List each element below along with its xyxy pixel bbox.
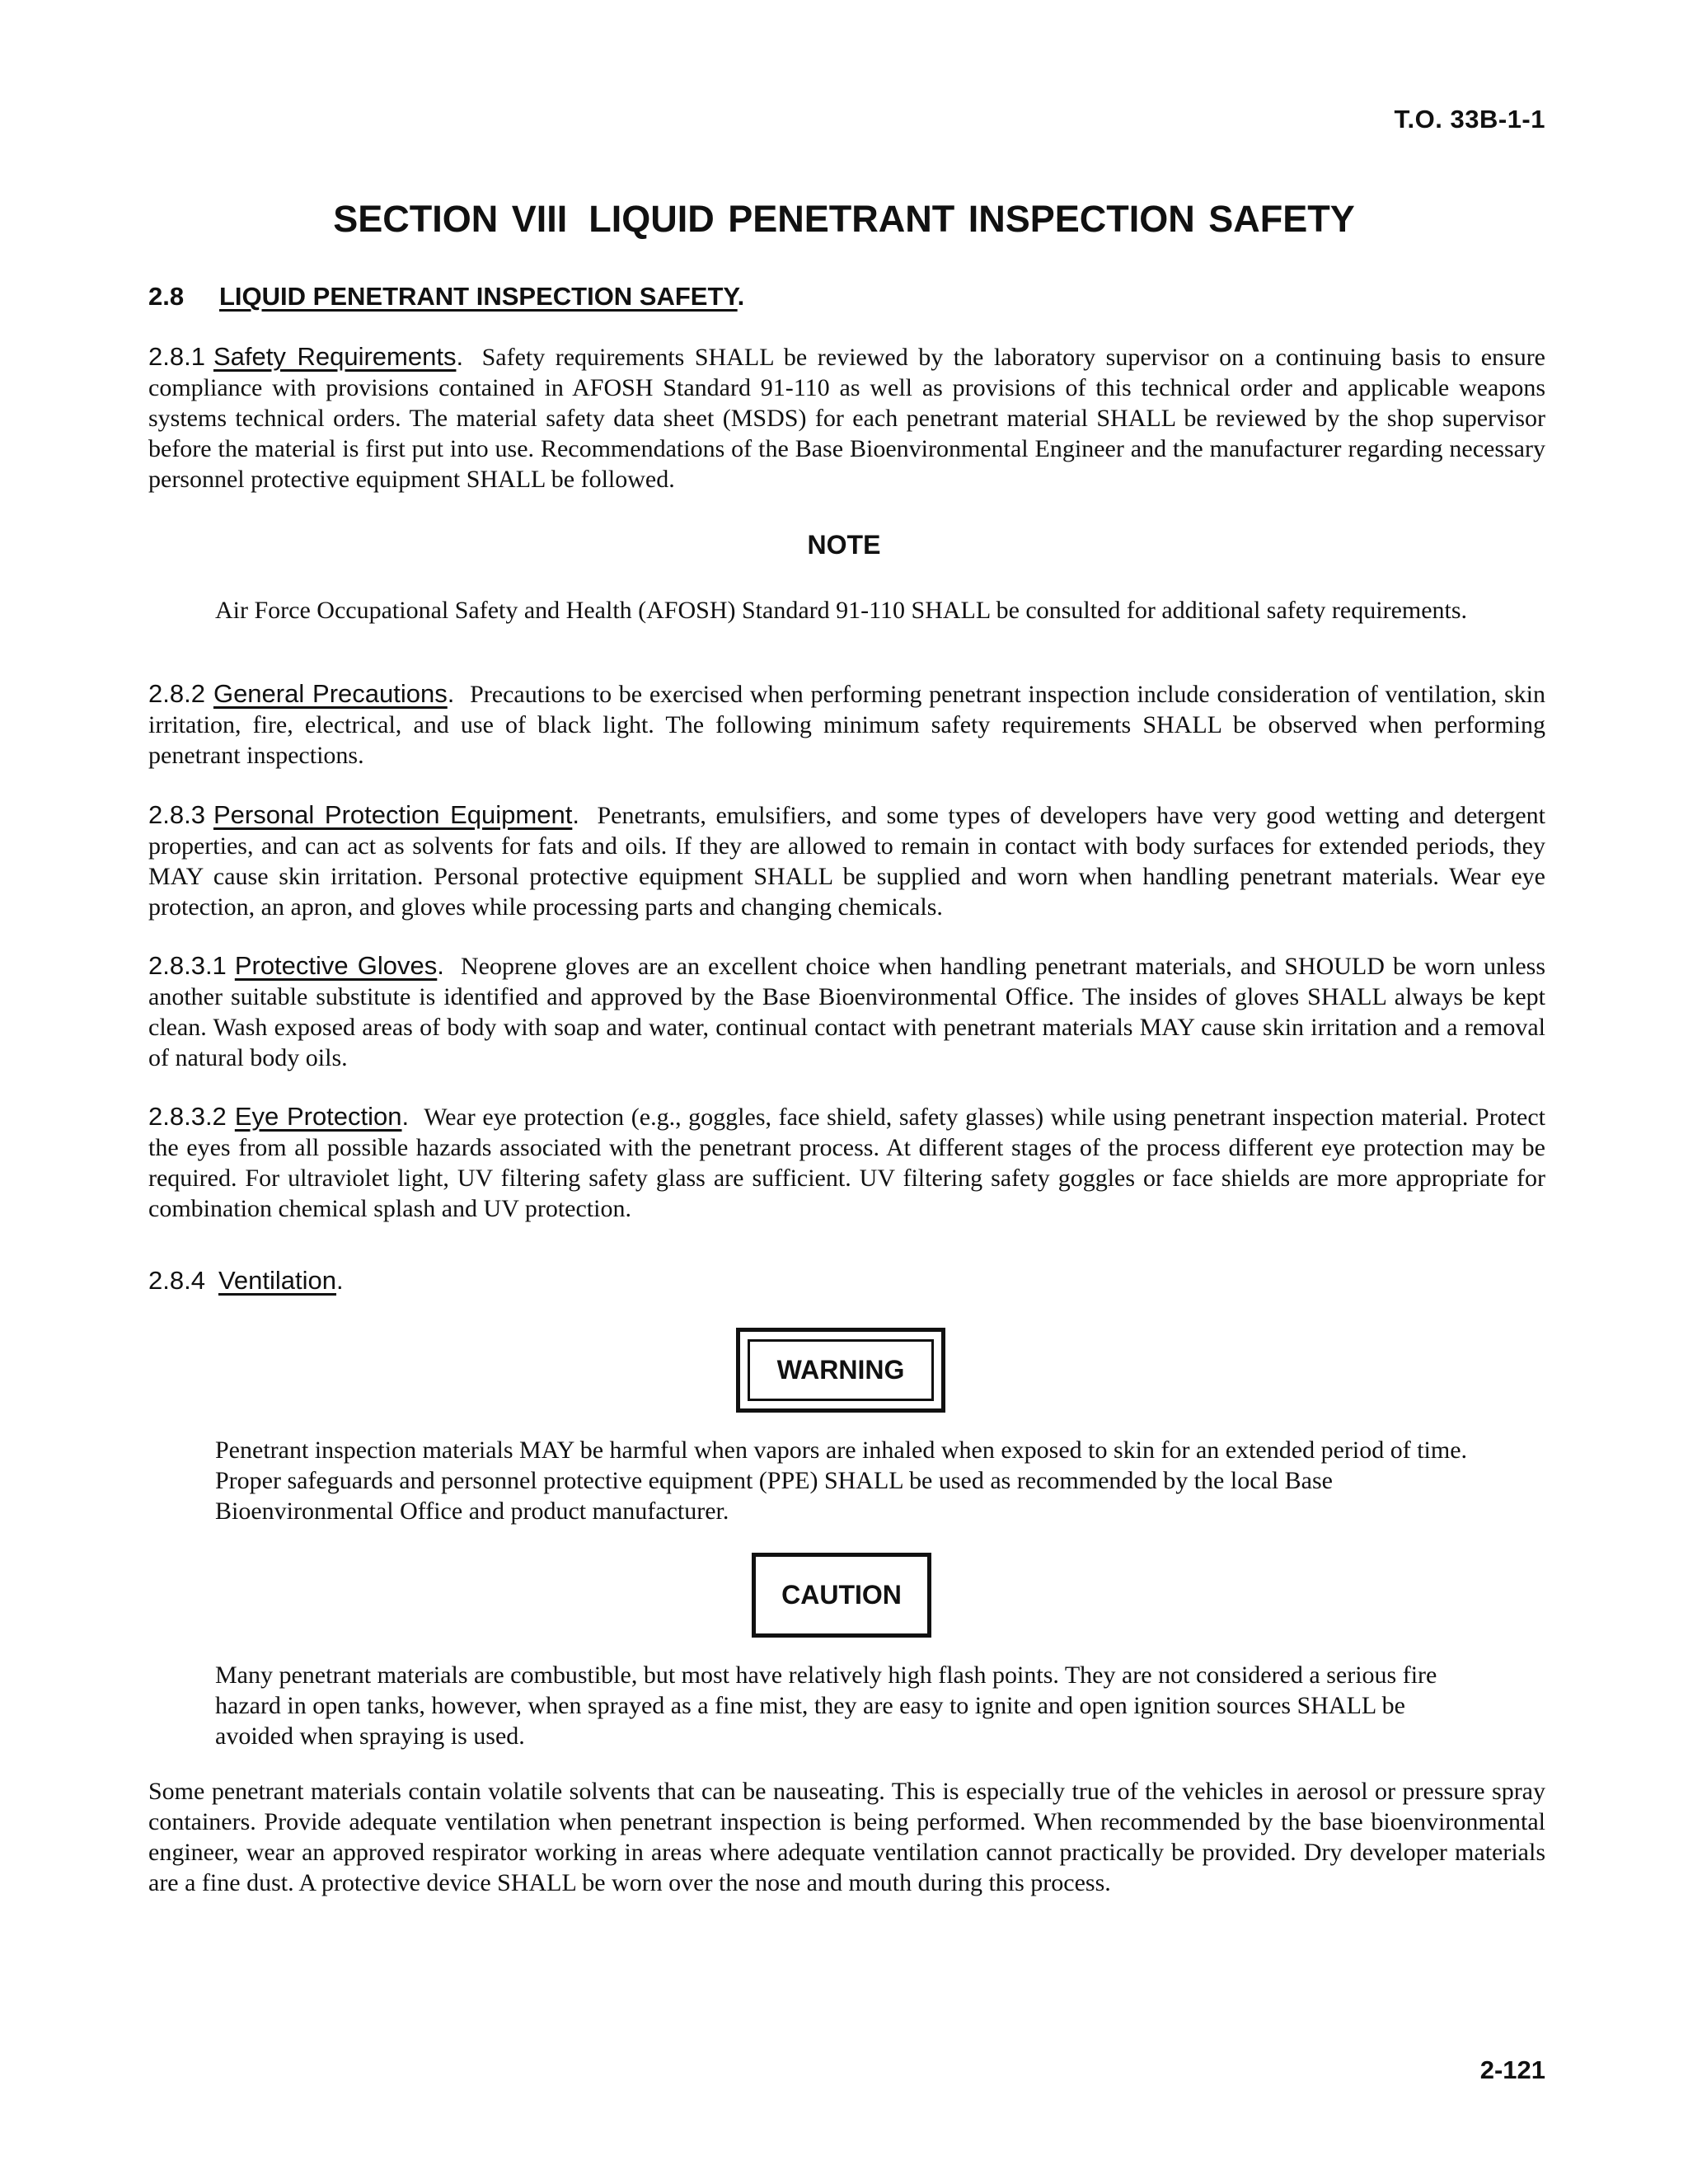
paragraph-2-8-3-1-lead: 2.8.3.1 Protective Gloves. — [148, 951, 444, 980]
paragraph-2-8-1-text: Safety requirements SHALL be reviewed by the laboratory supervisor on a continuing basis to ensure compliance with provisions contained in AFOSH Standard 91-110 as well as provisions of this technical order and applicable weapons systems technical orders. The material safety data sheet (MSDS) for each penetrant material SHALL be reviewed by the shop supervisor before the material is first put into use. Recommendations of the Base Bioenvironmental Engineer and the manufacturer regarding necessary personnel protective equipment SHALL be followed. — [148, 344, 1546, 493]
section-heading: LIQUID PENETRANT INSPECTION SAFETY — [588, 198, 1355, 240]
paragraph-2-8-3-2 — [148, 1101, 1545, 1224]
document-id: T.O. 33B-1-1 — [1394, 105, 1545, 134]
caution-box — [752, 1553, 931, 1638]
paragraph-2-8-3 — [148, 799, 1545, 922]
page-number: 2-121 — [1479, 2055, 1545, 2084]
paragraph-2-8-3-1 — [148, 950, 1545, 1073]
warning-box — [736, 1328, 945, 1413]
paragraph-2-8-2-text: Precautions to be exercised when performing penetrant inspection include consideration of ventilation, skin irritation, fire, electrical, and use of black light. The following minimum safety requirements SHALL be observed when performing penetrant inspections. — [148, 681, 1545, 769]
caution-block — [215, 1660, 1468, 1751]
ventilation-text: Some penetrant materials contain volatile solvents that can be nauseating. This is especially true of the vehicles in aerosol or pressure spray containers. Provide adequate ventilation when penetrant inspection is being performed. When recommended by the base bioenvironmental engineer, wear an approved respirator working in areas where adequate ventilation cannot practically be provided. Dry developer materials are a fine dust. A protective device SHALL be worn over the nose and mouth during this process. — [148, 1778, 1545, 1896]
warning-text: Penetrant inspection materials MAY be harmful when vapors are inhaled when exposed to skin for an extended period of time. Proper safeguards and personnel protective equipment (PPE) SHALL be used as recommended by the local Base Bioenvironmental Office and product manufacturer. — [215, 1436, 1468, 1525]
heading-2-8: 2.8 LIQUID PENETRANT INSPECTION SAFETY. — [148, 282, 745, 311]
section-title — [0, 198, 1688, 241]
ventilation-paragraph — [148, 1776, 1545, 1898]
section-label: SECTION VIII — [333, 198, 568, 240]
caution-label: CAUTION — [781, 1580, 902, 1610]
heading-2-8-number: 2.8 — [148, 282, 185, 311]
heading-2-8-4-title: Ventilation — [218, 1266, 337, 1295]
note-block — [215, 595, 1468, 626]
paragraph-2-8-3-2-text: Wear eye protection (e.g., goggles, face shield, safety glasses) while using penetrant inspection material. Protect the eyes from all possible hazards associated with the penetrant process. At different stages of the process different eye protection may be required. For ultraviolet light, UV filtering safety glass are sufficient. UV filtering safety goggles or face shields are more appropriate for combination chemical splash and UV protection. — [148, 1104, 1545, 1222]
paragraph-2-8-1-lead: 2.8.1 Safety Requirements. — [148, 342, 464, 371]
paragraph-2-8-3-1-text: Neoprene gloves are an excellent choice when handling penetrant materials, and SHOULD be worn unless another suitable substitute is identified and approved by the Base Bioenvironmental Office. The insides of gloves SHALL always be kept clean. Wash exposed areas of body with soap and water, continual contact with penetrant materials MAY cause skin irritation and a removal of natural body oils. — [148, 953, 1546, 1071]
caution-text: Many penetrant materials are combustible, but most have relatively high flash points. They are not considered a serious fire hazard in open tanks, however, when sprayed as a fine mist, they are easy to ignite and open ignition sources SHALL be avoided when spraying is used. — [215, 1661, 1437, 1750]
note-label: NOTE — [807, 530, 881, 560]
heading-2-8-4-number: 2.8.4 — [148, 1266, 205, 1295]
warning-label: WARNING — [748, 1339, 934, 1401]
paragraph-2-8-1 — [148, 341, 1545, 494]
paragraph-2-8-2-lead: 2.8.2 General Precautions. — [148, 679, 455, 708]
paragraph-2-8-3-lead: 2.8.3 Personal Protection Equipment. — [148, 800, 579, 829]
warning-block — [215, 1435, 1468, 1526]
paragraph-2-8-3-2-lead: 2.8.3.2 Eye Protection. — [148, 1102, 410, 1131]
heading-2-8-title: LIQUID PENETRANT INSPECTION SAFETY — [219, 282, 738, 311]
heading-2-8-4: 2.8.4 Ventilation. — [148, 1266, 344, 1295]
paragraph-2-8-2 — [148, 678, 1545, 771]
paragraph-2-8-3-text: Penetrants, emulsifiers, and some types of developers have very good wetting and detergent properties, and can act as solvents for fats and oils. If they are allowed to remain in contact with body surfaces for extended periods, they MAY cause skin irritation. Personal protective equipment SHALL be supplied and worn when handling penetrant materials. Wear eye protection, an apron, and gloves while processing parts and changing chemicals. — [148, 802, 1546, 921]
note-text: Air Force Occupational Safety and Health (AFOSH) Standard 91-110 SHALL be consulted for additional safety requirements. — [215, 597, 1468, 624]
